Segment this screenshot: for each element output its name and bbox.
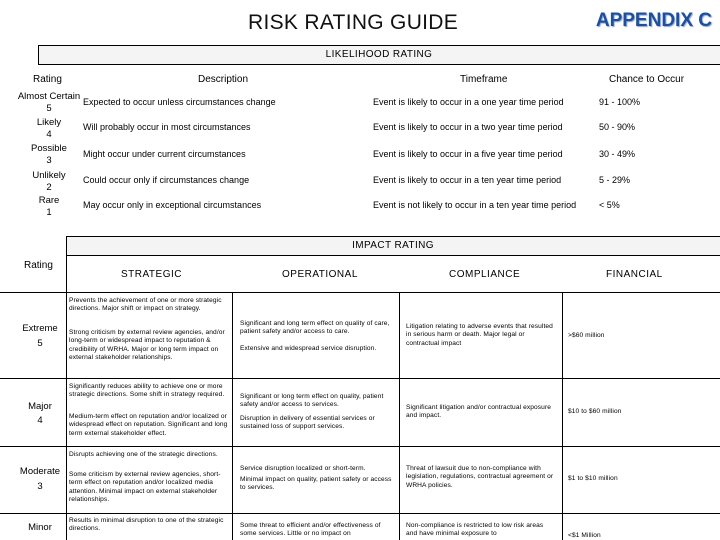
impact-compliance: Litigation relating to adverse events that resulted in serious harm or death. Major legal or contractual impact [406, 323, 553, 347]
impact-strategic-primary: Disrupts achieving one of the strategic directions. [69, 451, 218, 458]
impact-strategic-primary: Significantly reduces ability to achieve one or more strategic directions. Some shift in strategy required. [69, 383, 225, 399]
likelihood-col-description: Description [198, 74, 249, 85]
likelihood-rating-number: 2 [46, 182, 52, 193]
impact-grid-line [0, 513, 720, 514]
likelihood-chance: 91 - 100% [599, 97, 641, 107]
impact-header: IMPACT RATING [66, 236, 720, 256]
impact-grid-line [399, 292, 400, 540]
impact-financial: >$60 million [568, 332, 605, 339]
impact-grid-line [0, 446, 720, 447]
impact-operational-secondary: Extensive and widespread service disruption. [240, 345, 377, 352]
likelihood-timeframe: Event is likely to occur in a ten year time period [373, 175, 562, 185]
impact-grid-line [562, 292, 563, 540]
impact-rating-name: Minor [28, 522, 52, 533]
page-title: RISK RATING GUIDE [248, 11, 459, 34]
impact-rating-name: Extreme [22, 323, 58, 334]
likelihood-timeframe: Event is likely to occur in a two year time period [373, 122, 563, 132]
impact-compliance: Non-compliance is restricted to low risk areas and have minimal exposure to [406, 522, 544, 538]
impact-strategic-secondary: Medium-term effect on reputation and/or localized or widespread effect on reputation. Significant and long term external stakeholder effect. [69, 413, 228, 437]
impact-grid-line [232, 292, 233, 540]
likelihood-timeframe: Event is likely to occur in a five year time period [373, 149, 563, 159]
likelihood-description: Could occur only if circumstances change [83, 175, 250, 185]
likelihood-description: Might occur under current circumstances [83, 149, 246, 159]
impact-col-financial: FINANCIAL [606, 269, 663, 280]
likelihood-col-chance: Chance to Occur [609, 74, 685, 85]
likelihood-rating-name: Possible [31, 143, 67, 154]
likelihood-rating-name: Almost Certain [17, 91, 81, 102]
impact-grid-line [0, 292, 720, 293]
impact-compliance: Threat of lawsuit due to non-compliance with legislation, regulations, contractual agreement or WRHA policies. [406, 465, 554, 489]
likelihood-rating-name: Likely [36, 117, 62, 128]
impact-rating-name: Major [28, 401, 52, 412]
likelihood-description: May occur only in exceptional circumstances [83, 200, 262, 210]
impact-financial: $10 to $60 million [568, 408, 622, 415]
impact-strategic-primary: Results in minimal disruption to one of the strategic directions. [69, 517, 224, 533]
likelihood-timeframe: Event is likely to occur in a one year time period [373, 97, 564, 107]
likelihood-rating-number: 5 [46, 103, 52, 114]
likelihood-rating-name: Unlikely [32, 170, 66, 181]
likelihood-timeframe: Event is not likely to occur in a ten year time period [373, 200, 577, 210]
impact-strategic-primary: Prevents the achievement of one or more strategic directions. Major shift or impact on strategy. [69, 297, 222, 313]
appendix-label: APPENDIX C [595, 10, 712, 31]
impact-financial: $1 to $10 million [568, 475, 618, 482]
impact-rating-number: 4 [37, 415, 43, 426]
impact-col-strategic: STRATEGIC [121, 269, 182, 280]
likelihood-col-timeframe: Timeframe [460, 74, 508, 85]
impact-strategic-secondary: Some criticism by external review agencies, short-term effect on reputation and/or localized media attention. Minimal impact on external stakeholder relationships. [69, 471, 221, 504]
impact-operational-secondary: Disruption in delivery of essential services or sustained loss of support services. [240, 415, 375, 431]
impact-col-compliance: COMPLIANCE [449, 269, 521, 280]
likelihood-chance: 50 - 90% [599, 122, 636, 132]
likelihood-rating-number: 1 [46, 207, 52, 218]
likelihood-col-rating: Rating [33, 74, 62, 85]
impact-compliance: Significant litigation and/or contractual exposure and impact. [406, 404, 552, 420]
impact-rating-number: 3 [37, 481, 43, 492]
impact-col-rating: Rating [24, 260, 53, 271]
impact-financial: <$1 Million [568, 532, 601, 539]
likelihood-chance: 30 - 49% [599, 149, 636, 159]
likelihood-chance: < 5% [599, 200, 620, 210]
likelihood-rating-name: Rare [38, 195, 60, 206]
impact-col-operational: OPERATIONAL [282, 269, 358, 280]
likelihood-rating-number: 4 [46, 129, 52, 140]
impact-operational-primary: Significant or long term effect on quality, patient safety and/or access to services. [240, 393, 384, 409]
likelihood-header: LIKELIHOOD RATING [38, 45, 720, 65]
impact-operational-primary: Significant and long term effect on quality of care, patient safety and/or access to care. [240, 320, 390, 336]
impact-grid-line [66, 236, 67, 540]
likelihood-rating-number: 3 [46, 155, 52, 166]
likelihood-left-border [38, 45, 39, 64]
impact-strategic-secondary: Strong criticism by external review agencies, and/or long-term or widespread impact to reputation & credibility of WRHA. Major or long term impact on external stakeholder relationships. [69, 329, 225, 362]
impact-operational-primary: Some threat to efficient and/or effectiveness of some services. Little or no impact on [240, 522, 381, 538]
impact-grid-line [0, 378, 720, 379]
impact-operational-primary: Service disruption localized or short-term. [240, 465, 366, 472]
impact-operational-secondary: Minimal impact on quality, patient safety or access to services. [240, 476, 392, 492]
impact-rating-number: 5 [37, 338, 43, 349]
impact-rating-name: Moderate [19, 466, 61, 477]
likelihood-chance: 5 - 29% [599, 175, 631, 185]
likelihood-description: Will probably occur in most circumstances [83, 122, 251, 132]
likelihood-description: Expected to occur unless circumstances change [83, 97, 276, 107]
